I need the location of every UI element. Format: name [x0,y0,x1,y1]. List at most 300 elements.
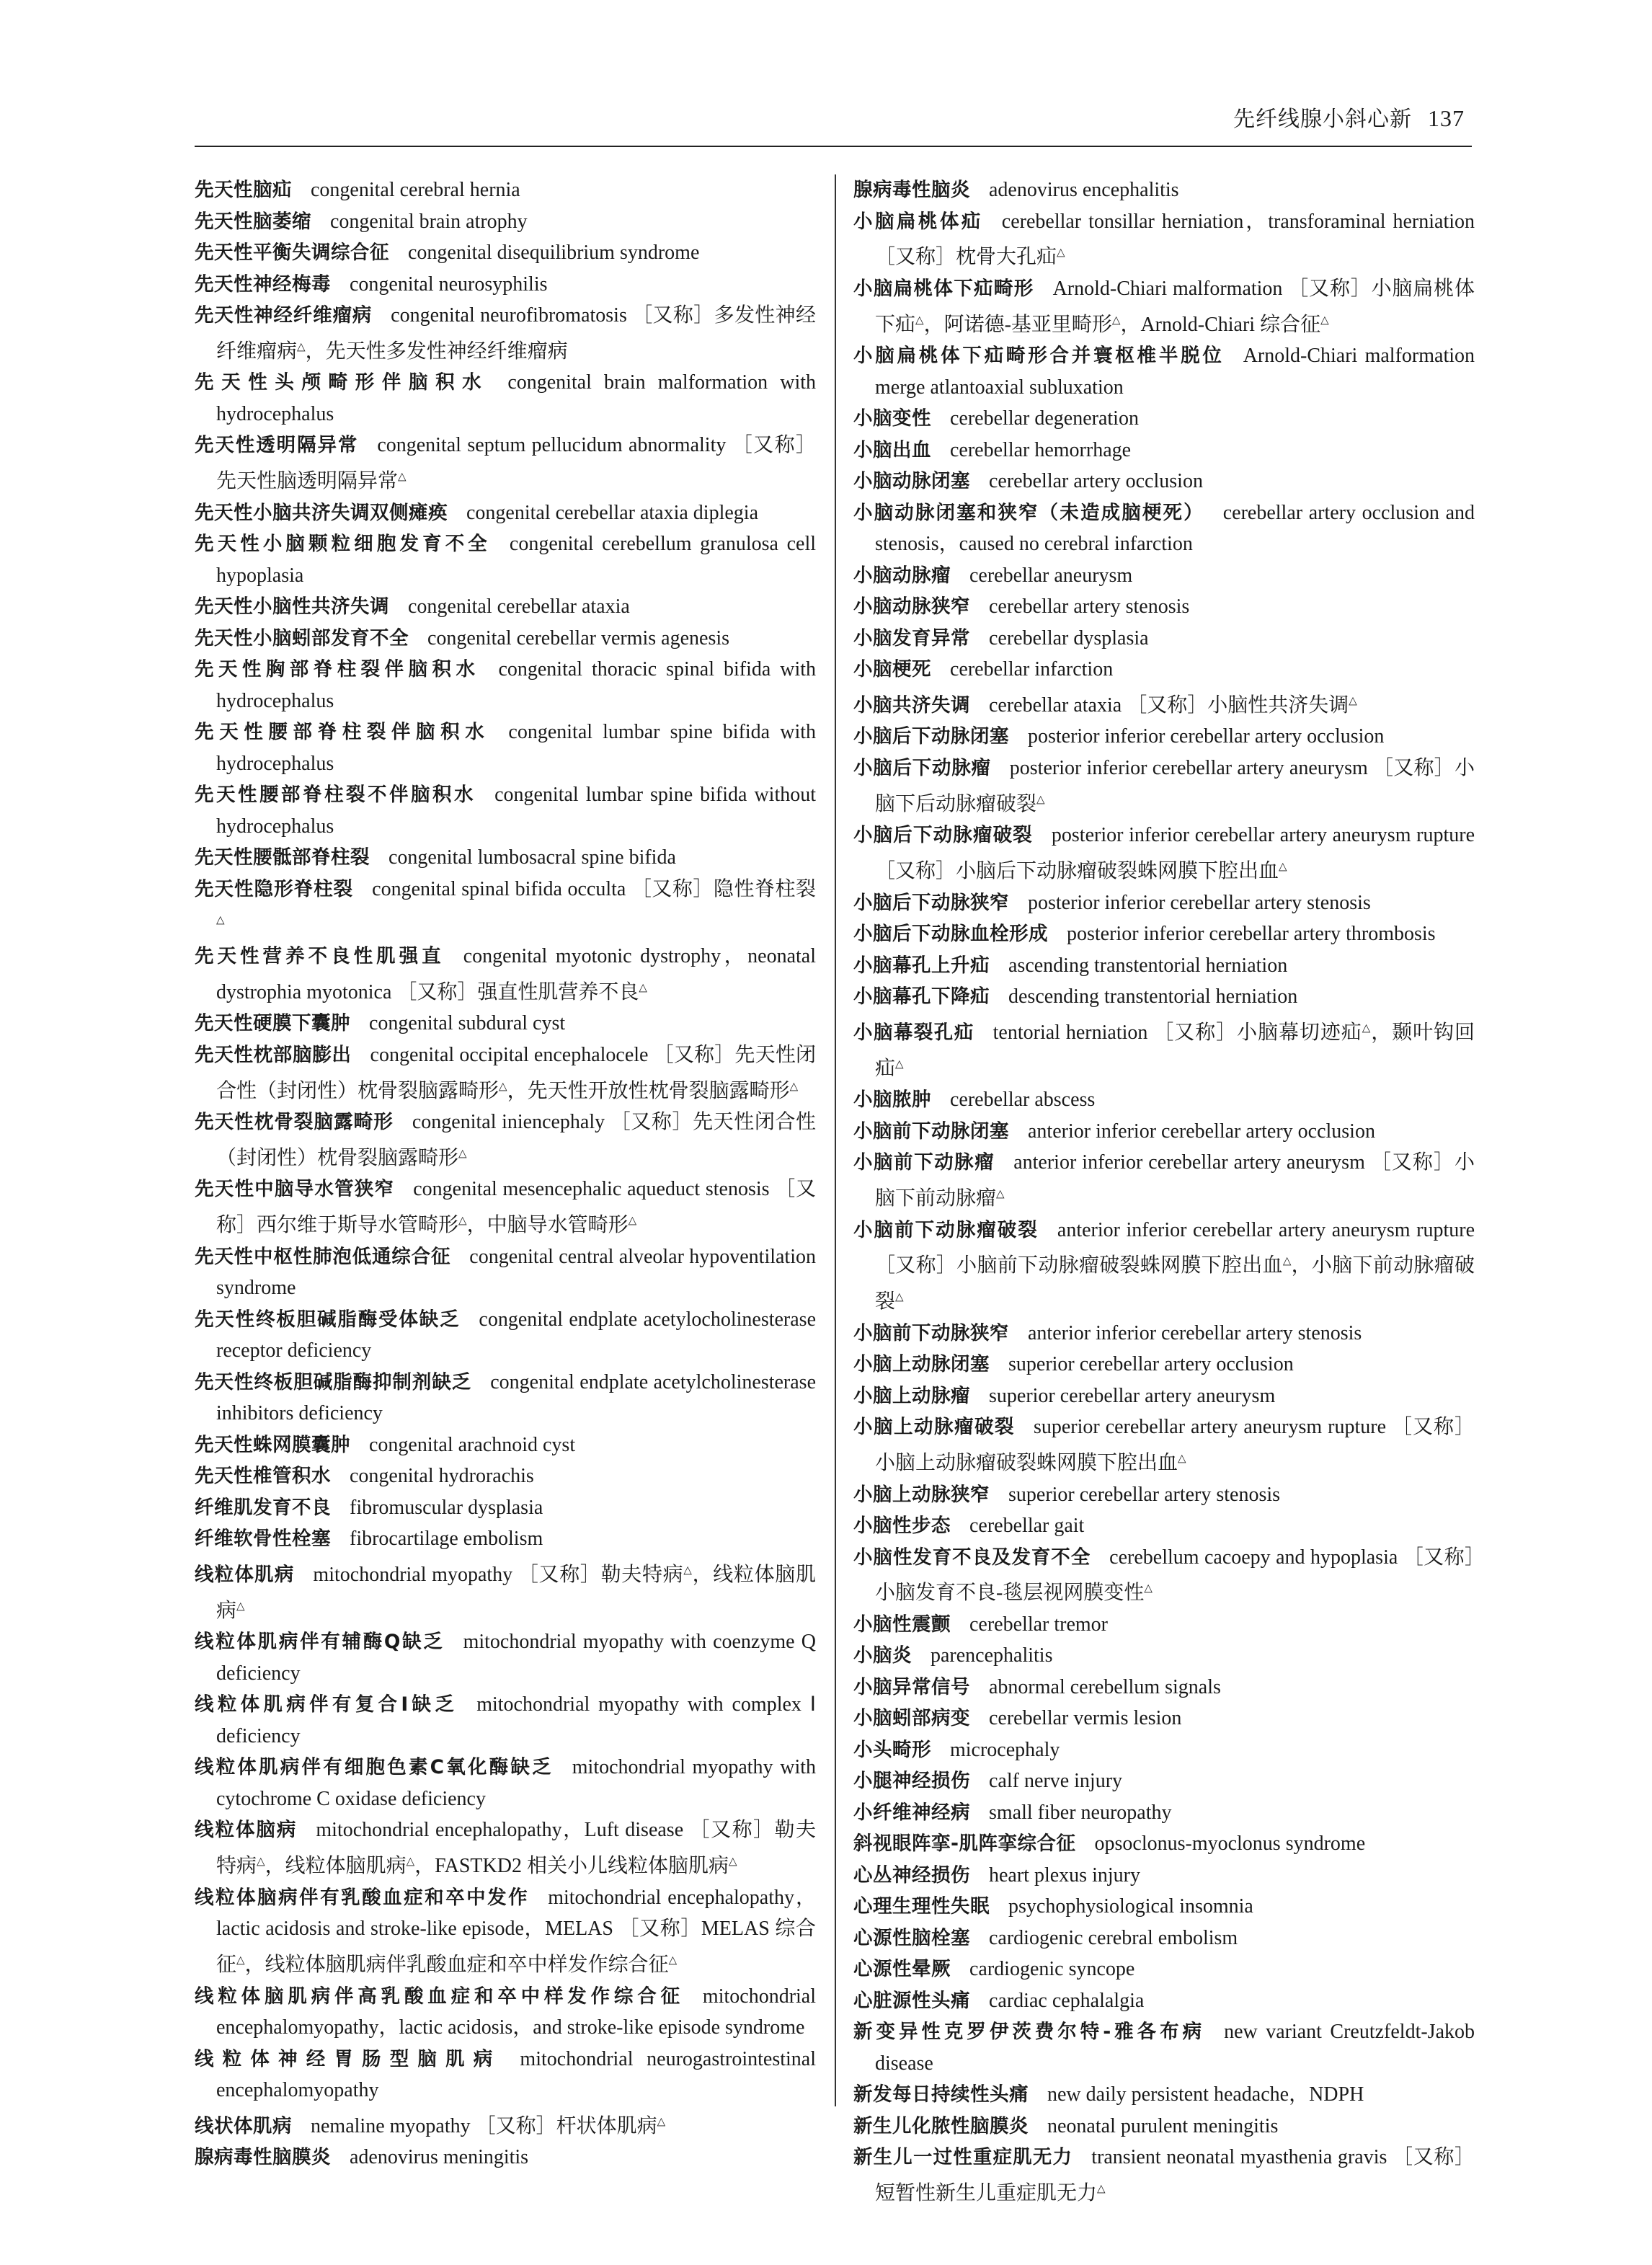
entry-definition: cerebellar tremor [969,1613,1108,1636]
glossary-entry [853,1147,1475,1214]
entry-definition: congenital disequilibrium syndrome [408,241,700,264]
entry-definition: new variant Creutzfeldt-Jakob disease [875,2021,1475,2075]
triangle-marker: △ [458,1146,467,1160]
triangle-marker: △ [257,1854,265,1868]
entry-definition: posterior inferior cerebellar artery occlusion [1028,725,1385,748]
entry-definition: cerebellum cacoepy and hypoplasia ［又称］小脑发育不良-毯层视网膜变性△ [875,1546,1475,1605]
entry-term: 线粒体肌病伴有复合Ⅰ缺乏 [195,1693,458,1716]
glossary-entry [195,842,816,874]
glossary-entry [853,2142,1475,2209]
left-column [195,174,816,2173]
glossary-entry [853,273,1475,340]
entry-term: 小脑脓肿 [853,1089,931,1112]
entry-term: 小脑变性 [853,407,931,430]
entry-term: 小脑发育异常 [853,626,970,650]
triangle-marker: △ [657,2114,666,2128]
glossary-entry [853,918,1475,950]
entry-definition: congenital cerebral hernia [311,179,520,201]
page-header [195,101,1472,147]
triangle-marker: △ [1362,1021,1372,1034]
glossary-entry [195,874,816,941]
glossary-entry [853,1609,1475,1641]
glossary-entry [853,721,1475,753]
entry-term: 腺病毒性脑膜炎 [195,2146,331,2169]
entry-definition: congenital endplate acetylcholinesterase inhibitors deficiency [216,1370,817,1425]
triangle-marker: △ [683,1563,693,1577]
entry-definition: cerebellar artery occlusion [989,470,1203,493]
glossary-entry [195,174,816,206]
glossary-entry [195,1008,816,1040]
entry-definition: cardiogenic syncope [969,1958,1135,1981]
entry-term: 先天性椎管积水 [195,1465,331,1488]
entry-definition: mitochondrial encephalomyopathy，lactic acidosis，and stroke-like episode syndrome [216,1985,816,2039]
entry-term: 小脑上动脉闭塞 [853,1353,990,1376]
triangle-marker: △ [895,1057,904,1071]
entry-definition: congenital arachnoid cyst [369,1433,576,1456]
triangle-marker: △ [1111,313,1121,327]
right-column [853,174,1475,2209]
entry-definition: congenital cerebellar ataxia diplegia [466,501,759,524]
glossary-entry [853,1828,1475,1860]
entry-term: 小脑扁桃体疝 [853,210,983,233]
triangle-marker: △ [236,1953,245,1967]
entry-term: 小脑前下动脉瘤 [853,1151,995,1174]
glossary-entry [195,1555,816,1627]
entry-definition: descending transtentorial herniation [1008,985,1298,1009]
glossary-entry [195,1304,816,1367]
triangle-marker: △ [398,469,407,483]
entry-definition: fibrocartilage embolism [350,1528,543,1551]
entry-definition: small fiber neuropathy [989,1801,1172,1824]
triangle-marker: △ [499,1079,507,1093]
entry-term: 先天性终板胆碱脂酶受体缺乏 [195,1308,461,1331]
entry-definition: superior cerebellar artery stenosis [1008,1483,1281,1506]
entry-term: 先天性终板胆碱脂酶抑制剂缺乏 [195,1370,472,1393]
section-letters: 先纤线腺小斜心新 [1233,107,1412,132]
entry-term: 小脑上动脉瘤 [853,1384,970,1407]
entry-term: 小腿神经损伤 [853,1770,970,1793]
entry-term: 小脑幕孔上升疝 [853,954,990,977]
glossary-entry [195,1040,816,1107]
entry-term: 小脑后下动脉闭塞 [853,725,1009,748]
triangle-marker: △ [639,980,647,994]
entry-definition: anterior inferior cerebellar artery occlusion [1028,1120,1375,1143]
entry-definition: congenital thoracic spinal bifida with hydrocephalus [216,658,817,712]
entry-term: 小脑后下动脉狭窄 [853,891,1009,914]
entry-term: 斜视眼阵挛-肌阵挛综合征 [853,1832,1076,1856]
glossary-entry [853,1860,1475,1892]
entry-definition: mitochondrial myopathy with complex Ⅰ deficiency [216,1693,816,1747]
entry-term: 线粒体脑病 [195,1819,298,1842]
entry-term: 先天性营养不良性肌强直 [195,944,445,967]
entry-term: 小脑上动脉瘤破裂 [853,1416,1015,1439]
glossary-entry [195,1107,816,1174]
triangle-marker: △ [1282,1254,1292,1268]
glossary-entry [195,1882,816,1981]
entry-definition: congenital hydrorachis [350,1465,534,1488]
entry-definition: adenovirus encephalitis [989,179,1179,201]
entry-term: 小脑出血 [853,438,931,461]
entry-definition: congenital mesencephalic aqueduct stenosis ［又称］西尔维于斯导水管畸形△，中脑导水管畸形△ [216,1178,816,1237]
entry-term: 先天性枕部脑膨出 [195,1043,352,1066]
glossary-entry [853,1891,1475,1923]
entry-definition: posterior inferior cerebellar artery aneurysm rupture ［又称］小脑后下动脉瘤破裂蛛网膜下腔出血△ [875,824,1475,883]
entry-definition: congenital iniencephaly ［又称］先天性闭合性（封闭性）枕骨裂脑露畸形△ [216,1111,817,1169]
entry-definition: cerebellar artery occlusion and stenosis，caused no cerebral infarction [875,501,1475,556]
triangle-marker: △ [996,1187,1005,1200]
entry-term: 先天性腰部脊柱裂不伴脑积水 [195,784,476,807]
entry-term: 先天性神经纤维瘤病 [195,304,373,327]
entry-term: 小脑动脉瘤 [853,564,951,587]
glossary-entry [853,820,1475,887]
glossary-entry [195,1523,816,1555]
entry-definition: cerebellar vermis lesion [989,1707,1182,1730]
entry-term: 先天性小脑性共济失调 [195,595,389,619]
entry-definition: cerebellar degeneration [950,407,1139,430]
glossary-entry [195,1430,816,1461]
glossary-entry [195,591,816,623]
entry-definition: cerebellar hemorrhage [950,438,1132,461]
glossary-entry [853,1215,1475,1318]
entry-definition: calf nerve injury [989,1770,1123,1793]
entry-definition: congenital brain malformation with hydrocephalus [216,371,816,425]
glossary-entry [853,560,1475,592]
entry-definition: mitochondrial encephalopathy，Luft disease ［又称］勒夫特病△，线粒体脑肌病△，FASTKD2 相关小儿线粒体脑肌病△ [216,1819,816,1878]
triangle-marker: △ [668,1953,678,1967]
entry-definition: cerebellar dysplasia [989,626,1149,650]
entry-term: 先天性平衡失调综合征 [195,241,389,264]
entry-term: 线粒体脑肌病伴高乳酸血症和卒中样发作综合征 [195,1985,684,2008]
glossary-entry [195,2044,816,2106]
triangle-marker: △ [1349,693,1357,707]
glossary-entry [853,887,1475,919]
triangle-marker: △ [789,1079,799,1093]
entry-definition: parencephalitis [931,1644,1053,1667]
entry-definition: cerebellar gait [969,1515,1085,1538]
entry-definition: cardiogenic cerebral embolism [989,1926,1238,1949]
entry-definition: Arnold-Chiari malformation ［又称］小脑扁桃体下疝△，阿诺德-基亚里畸形△，Arnold-Chiari 综合征△ [875,277,1475,336]
entry-definition: anterior inferior cerebellar artery stenosis [1028,1321,1362,1344]
entry-definition: congenital cerebellum granulosa cell hypoplasia [216,533,817,587]
glossary-entry [853,591,1475,623]
entry-definition: ascending transtentorial herniation [1008,954,1288,977]
entry-term: 心脏源性头痛 [853,1989,970,2012]
entry-term: 先天性蛛网膜囊肿 [195,1433,350,1456]
triangle-marker: △ [1279,859,1287,873]
entry-term: 先天性头颅畸形伴脑积水 [195,371,489,394]
entry-term: 先天性胸部脊柱裂伴脑积水 [195,658,480,681]
glossary-entry [195,1174,816,1241]
entry-term: 小头畸形 [853,1738,931,1761]
entry-definition: transient neonatal myasthenia gravis ［又称］短暂性新生儿重症肌无力△ [875,2146,1475,2205]
entry-term: 小脑后下动脉瘤 [853,756,991,779]
entry-term: 小脑性震颤 [853,1613,951,1636]
entry-definition: cerebellar aneurysm [969,564,1133,587]
glossary-entry [853,654,1475,686]
entry-definition: superior cerebellar artery occlusion [1008,1353,1294,1376]
entry-definition: tentorial herniation ［又称］小脑幕切迹疝△，颞叶钩回疝△ [875,1021,1475,1080]
entry-term: 小纤维神经病 [853,1801,970,1824]
running-head [1233,101,1465,133]
entry-term: 小脑梗死 [853,658,931,681]
entry-definition: posterior inferior cerebellar artery thrombosis [1067,923,1436,946]
glossary-entry [853,1542,1475,1609]
entry-definition: congenital central alveolar hypoventilation syndrome [216,1245,816,1300]
glossary-entry [853,403,1475,435]
triangle-marker: △ [728,1854,737,1868]
entry-term: 小脑前下动脉闭塞 [853,1120,1009,1143]
glossary-entry [195,430,816,497]
entry-term: 小脑性步态 [853,1515,951,1538]
glossary-entry [853,950,1475,982]
entry-definition: Arnold-Chiari malformation merge atlantoaxial subluxation [875,345,1475,399]
entry-term: 新发每日持续性头痛 [853,2083,1029,2106]
entry-term: 先天性中脑导水管狭窄 [195,1178,395,1201]
entry-term: 先天性硬膜下囊肿 [195,1012,350,1035]
entry-term: 小脑前下动脉瘤破裂 [853,1218,1039,1241]
glossary-entry [853,1349,1475,1380]
glossary-entry [853,1734,1475,1766]
column-divider [835,174,836,2106]
entry-term: 先天性隐形脊柱裂 [195,877,354,900]
entry-term: 小脑幕裂孔疝 [853,1021,974,1044]
entry-term: 小脑异常信号 [853,1675,970,1698]
glossary-entry [853,1797,1475,1829]
entry-definition: new daily persistent headache，NDPH [1047,2083,1364,2106]
entry-term: 先天性腰骶部脊柱裂 [195,846,370,869]
entry-term: 心理生理性失眠 [853,1895,990,1918]
glossary-entry [853,1954,1475,1985]
entry-term: 先天性脑疝 [195,179,292,201]
glossary-entry [195,1981,816,2044]
entry-definition: cerebellar artery stenosis [989,595,1190,619]
glossary-entry [195,1689,816,1752]
entry-term: 小脑扁桃体下疝畸形合并寰枢椎半脱位 [853,345,1225,368]
entry-definition: mitochondrial myopathy with coenzyme Q deficiency [216,1631,816,1685]
entry-definition: fibromuscular dysplasia [350,1496,543,1519]
entry-term: 先天性中枢性肺泡低通综合征 [195,1245,451,1268]
entry-term: 小脑炎 [853,1644,912,1667]
entry-term: 小脑动脉闭塞 [853,470,970,493]
glossary-entry [853,1013,1475,1085]
entry-term: 先天性小脑颗粒细胞发育不全 [195,533,491,556]
triangle-marker: △ [297,340,306,353]
entry-definition: congenital cerebellar ataxia [408,595,630,619]
triangle-marker: △ [1144,1582,1153,1595]
entry-definition: congenital subdural cyst [369,1012,566,1035]
entry-definition: neonatal purulent meningitis [1047,2114,1279,2137]
entry-definition: microcephaly [950,1738,1060,1761]
entry-term: 先天性枕骨裂脑露畸形 [195,1111,394,1134]
triangle-marker: △ [915,313,924,327]
glossary-entry [195,717,816,779]
glossary-entry [853,753,1475,820]
entry-term: 先天性神经梅毒 [195,272,331,296]
entry-definition: abnormal cerebellum signals [989,1675,1221,1698]
entry-definition: cerebellar tonsillar herniation，transforaminal herniation ［又称］枕骨大孔疝△ [875,210,1475,269]
glossary-entry [195,269,816,301]
glossary-entry [853,1985,1475,2017]
entry-definition: congenital myotonic dystrophy，neonatal dystrophia myotonica ［又称］强直性肌营养不良△ [216,944,817,1003]
triangle-marker: △ [895,1290,904,1303]
entry-definition: nemaline myopathy ［又称］杆状体肌病△ [311,2114,666,2137]
entry-definition: cardiac cephalalgia [989,1989,1145,2012]
glossary-entry [853,1318,1475,1349]
entry-definition: congenital septum pellucidum abnormality ［又称］先天性脑透明隔异常△ [216,434,817,493]
triangle-marker: △ [1036,792,1045,806]
entry-definition: mitochondrial myopathy with cytochrome C oxidase deficiency [216,1756,816,1810]
entry-term: 纤维软骨性栓塞 [195,1528,331,1551]
glossary-entry [853,1923,1475,1954]
entry-definition: opsoclonus-myoclonus syndrome [1094,1832,1366,1856]
entry-definition: cerebellar abscess [950,1089,1096,1112]
triangle-marker: △ [1178,1451,1186,1465]
entry-term: 先天性小脑蚓部发育不全 [195,626,409,650]
glossary-entry [853,1411,1475,1479]
glossary-entry [195,623,816,655]
glossary-entry [195,237,816,269]
entry-definition: superior cerebellar artery aneurysm rupture ［又称］小脑上动脉瘤破裂蛛网膜下腔出血△ [875,1416,1475,1475]
entry-definition: congenital neurosyphilis [350,272,548,296]
entry-term: 小脑上动脉狭窄 [853,1483,990,1506]
entry-definition: superior cerebellar artery aneurysm [989,1384,1276,1407]
entry-definition: posterior inferior cerebellar artery stenosis [1028,891,1371,914]
entry-term: 小脑后下动脉血栓形成 [853,923,1048,946]
entry-definition: congenital lumbar spine bifida with hydrocephalus [216,721,816,775]
entry-definition: anterior inferior cerebellar artery aneurysm ［又称］小脑下前动脉瘤△ [875,1151,1475,1210]
glossary-entry [195,2106,816,2142]
page-number: 137 [1428,105,1465,131]
entry-term: 新生儿一过性重症肌无力 [853,2146,1073,2169]
entry-definition: mitochondrial neurogastrointestinal encephalomyopathy [216,2047,817,2102]
triangle-marker: △ [236,1599,245,1613]
glossary-entry [195,654,816,717]
entry-term: 小脑前下动脉狭窄 [853,1321,1009,1344]
entry-definition: anterior inferior cerebellar artery aneurysm rupture ［又称］小脑前下动脉瘤破裂蛛网膜下腔出血△，小脑下前动脉瘤破裂△ [875,1218,1475,1313]
glossary-entry [195,497,816,529]
entry-term: 先天性透明隔异常 [195,434,359,457]
entry-definition: congenital lumbar spine bifida without hydrocephalus [216,784,817,838]
glossary-entry [853,206,1475,273]
entry-term: 小脑蚓部病变 [853,1707,970,1730]
entry-term: 线状体肌病 [195,2114,292,2137]
entry-term: 心源性脑栓塞 [853,1926,970,1949]
glossary-entry [853,174,1475,206]
entry-definition: congenital cerebellar vermis agenesis [427,626,730,650]
glossary-entry [853,1116,1475,1148]
entry-term: 小脑幕孔下降疝 [853,985,990,1009]
entry-definition: mitochondrial myopathy ［又称］勒夫特病△，线粒体脑肌病△ [216,1563,816,1622]
glossary-entry [853,623,1475,655]
glossary-entry [195,1367,816,1430]
glossary-entry [195,206,816,238]
glossary-entry [853,497,1475,560]
glossary-entry [853,1479,1475,1511]
glossary-entry [853,686,1475,722]
entry-term: 小脑扁桃体下疝畸形 [853,277,1034,300]
triangle-marker: △ [1320,313,1329,327]
triangle-marker: △ [628,1213,637,1227]
entry-definition: heart plexus injury [989,1863,1140,1887]
glossary-entry [195,1814,816,1881]
glossary-entry [195,941,816,1008]
glossary-entry [195,528,816,591]
entry-term: 新变异性克罗伊茨费尔特-雅各布病 [853,2021,1206,2044]
triangle-marker: △ [216,913,225,927]
glossary-entry [853,1510,1475,1542]
triangle-marker: △ [458,1213,467,1227]
entry-term: 小脑动脉闭塞和狭窄（未造成脑梗死） [853,501,1204,524]
entry-term: 线粒体肌病伴有细胞色素C氧化酶缺乏 [195,1756,554,1779]
entry-term: 新生儿化脓性脑膜炎 [853,2114,1029,2137]
entry-term: 小脑后下动脉瘤破裂 [853,824,1033,847]
entry-term: 纤维肌发育不良 [195,1496,331,1519]
glossary-entry [853,1672,1475,1703]
triangle-marker: △ [406,1854,415,1868]
entry-term: 先天性脑萎缩 [195,210,311,233]
entry-term: 线粒体肌病伴有辅酶Q缺乏 [195,1631,445,1654]
entry-term: 线粒体脑病伴有乳酸血症和卒中发作 [195,1886,530,1909]
entry-definition: congenital neurofibromatosis ［又称］多发性神经纤维瘤病△，先天性多发性神经纤维瘤病 [216,304,816,363]
entry-definition: congenital endplate acetylocholinesterase receptor deficiency [216,1308,816,1362]
glossary-entry [853,466,1475,497]
entry-definition: psychophysiological insomnia [1008,1895,1253,1918]
entry-definition: congenital spinal bifida occulta ［又称］隐性脊柱裂△ [216,877,816,927]
glossary-entry [195,1752,816,1814]
entry-definition: posterior inferior cerebellar artery aneurysm ［又称］小脑下后动脉瘤破裂△ [875,756,1475,815]
glossary-entry [853,1703,1475,1734]
glossary-entry [853,1380,1475,1412]
glossary-entry [853,2111,1475,2142]
glossary-entry [853,1084,1475,1116]
glossary-entry [195,367,816,430]
entry-term: 先天性腰部脊柱裂伴脑积水 [195,721,490,744]
glossary-entry [195,300,816,367]
entry-term: 线粒体肌病 [195,1564,295,1587]
glossary-entry [195,779,816,842]
glossary-entry [195,1626,816,1689]
glossary-entry [853,981,1475,1013]
triangle-marker: △ [1097,2181,1106,2195]
entry-definition: cerebellar infarction [950,658,1114,681]
entry-definition: mitochondrial encephalopathy，lactic acidosis and stroke-like episode，MELAS ［又称］MELAS 综合征△，线粒体脑肌病伴乳酸血症和卒中样发作综合征△ [216,1886,817,1977]
entry-definition: congenital occipital encephalocele ［又称］先天性闭合性（封闭性）枕骨裂脑露畸形△，先天性开放性枕骨裂脑露畸形△ [216,1043,817,1102]
glossary-entry [195,1241,816,1304]
glossary-entry [853,435,1475,466]
entry-definition: congenital lumbosacral spine bifida [388,846,676,869]
glossary-entry [195,1492,816,1524]
glossary-entry [195,1460,816,1492]
entry-definition: congenital brain atrophy [330,210,528,233]
glossary-entry [853,1640,1475,1672]
entry-definition: adenovirus meningitis [350,2146,529,2169]
entry-term: 小脑共济失调 [853,693,970,717]
entry-definition: cerebellar ataxia ［又称］小脑性共济失调△ [989,693,1357,717]
entry-term: 心丛神经损伤 [853,1863,970,1887]
entry-term: 小脑性发育不良及发育不全 [853,1546,1091,1569]
entry-term: 先天性小脑共济失调双侧瘫痪 [195,501,448,524]
glossary-entry [853,1765,1475,1797]
entry-term: 小脑动脉狭窄 [853,595,970,619]
glossary-entry [853,340,1475,403]
entry-term: 心源性晕厥 [853,1958,951,1981]
entry-term: 线粒体神经胃肠型脑肌病 [195,2047,502,2070]
glossary-entry [853,2016,1475,2079]
glossary-entry [195,2142,816,2173]
glossary-entry [853,2079,1475,2111]
entry-term: 腺病毒性脑炎 [853,179,970,201]
triangle-marker: △ [1057,246,1065,259]
